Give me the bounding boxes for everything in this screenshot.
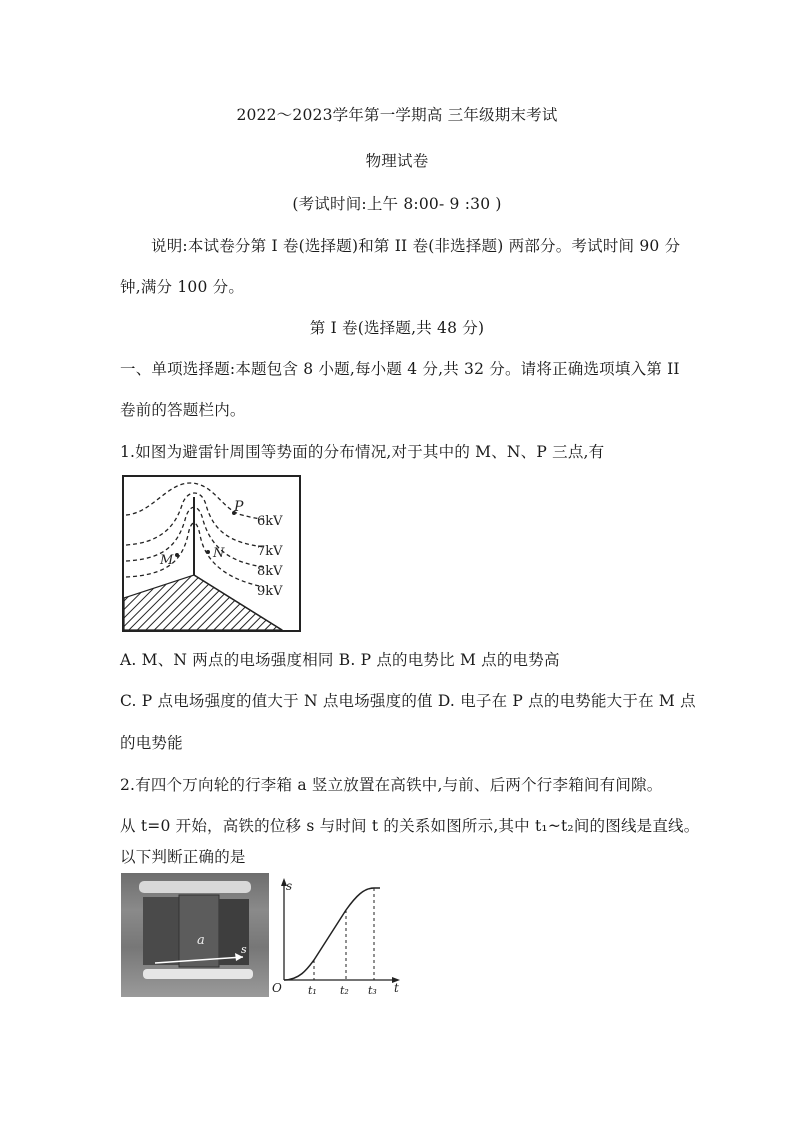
subject-title: 物理试卷 <box>365 152 429 170</box>
point-n <box>206 550 210 554</box>
graph-label-t1: t₁ <box>308 984 317 996</box>
q2-stem-line-3: 以下判断正确的是 <box>120 848 246 866</box>
luggage-photo <box>121 873 269 997</box>
q2-stem-line-1: 2.有四个万向轮的行李箱 a 竖立放置在高铁中,与前、后两个行李箱间有间隙。 <box>120 776 663 794</box>
displacement-time-graph <box>270 876 410 996</box>
rack-bottom <box>143 969 253 979</box>
q2-stem-line-2: 从 t=0 开始，高铁的位移 s 与时间 t 的关系如图所示,其中 t₁~t₂间的图线是直线。 <box>120 817 700 835</box>
lightning-rod-figure <box>122 475 302 635</box>
label-8kv: 8kV <box>257 564 283 579</box>
rack-top <box>139 881 251 893</box>
point-m <box>175 553 179 557</box>
q1-options-line-1: A. M、N 两点的电场强度相同 B. P 点的电势比 M 点的电势高 <box>120 651 560 669</box>
luggage-left <box>143 897 179 965</box>
s-t-curve <box>284 888 380 980</box>
label-6kv: 6kV <box>257 514 283 529</box>
label-n: N <box>213 546 225 561</box>
graph-label-t3: t₃ <box>368 984 377 996</box>
instructions-line-2: 钟,满分 100 分。 <box>120 278 245 296</box>
q1-options-line-2: C. P 点电场强度的值大于 N 点电场强度的值 D. 电子在 P 点的电势能大于在 M 点 <box>120 692 696 710</box>
photo-label-s: s <box>241 943 247 956</box>
instructions-line-1: 说明:本试卷分第 I 卷(选择题)和第 II 卷(非选择题) 两部分。考试时间 90 分 <box>151 237 681 255</box>
photo-label-a: a <box>197 933 205 948</box>
exam-time: (考试时间:上午 8:00- 9 :30 ) <box>292 195 502 213</box>
luggage-photo-drawing <box>121 873 269 997</box>
section-heading-line-2: 卷前的答题栏内。 <box>120 401 246 419</box>
q1-options-line-3: 的电势能 <box>120 734 183 752</box>
luggage-a <box>179 895 219 967</box>
label-p: P <box>234 499 244 515</box>
label-9kv: 9kV <box>257 584 283 599</box>
label-m: M <box>160 553 174 568</box>
q1-stem: 1.如图为避雷针周围等势面的分布情况,对于其中的 M、N、P 三点,有 <box>120 443 605 461</box>
section-heading-line-1: 一、单项选择题:本题包含 8 小题,每小题 4 分,共 32 分。请将正确选项填入第 II <box>120 360 680 378</box>
graph-label-t2: t₂ <box>340 984 349 996</box>
graph-label-t: t <box>394 981 399 995</box>
label-7kv: 7kV <box>257 544 283 559</box>
part1-title: 第 I 卷(选择题,共 48 分) <box>309 319 485 337</box>
exam-title: 2022～2023学年第一学期高 三年级期末考试 <box>236 106 558 124</box>
graph-label-origin: O <box>272 981 282 995</box>
graph-label-s: s <box>286 879 293 893</box>
